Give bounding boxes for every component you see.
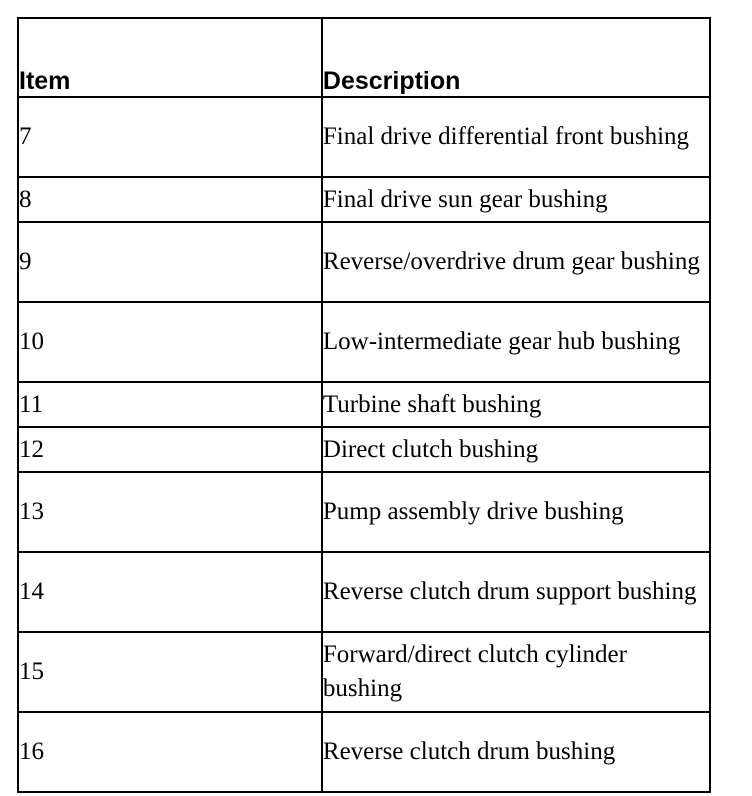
item-number: 10 [18,302,322,382]
item-description: Reverse clutch drum support bushing [322,552,710,632]
table-body [18,97,710,792]
item-description: Reverse/overdrive drum gear bushing [322,222,710,302]
item-number: 8 [18,177,322,222]
item-number: 16 [18,712,322,792]
item-description: Direct clutch bushing [322,427,710,472]
item-description: Turbine shaft bushing [322,382,710,427]
item-description: Final drive differential front bushing [322,97,710,177]
item-number: 11 [18,382,322,427]
item-number: 7 [18,97,322,177]
item-description: Final drive sun gear bushing [322,177,710,222]
table-header [18,18,710,97]
table-row [18,472,710,552]
table-row [18,712,710,792]
item-description: Low-intermediate gear hub bushing [322,302,710,382]
table-row [18,427,710,472]
item-number: 14 [18,552,322,632]
item-number: 9 [18,222,322,302]
bushing-table [17,17,711,793]
item-column-header: Item [18,18,322,97]
table-row [18,302,710,382]
item-number: 12 [18,427,322,472]
item-description: Pump assembly drive bushing [322,472,710,552]
table-row [18,222,710,302]
table-row [18,552,710,632]
item-description: Reverse clutch drum bushing [322,712,710,792]
item-number: 13 [18,472,322,552]
item-description: Forward/direct clutch cylinder bushing [322,632,710,712]
table-row [18,632,710,712]
header-row [18,18,710,97]
description-column-header: Description [322,18,710,97]
table-row [18,382,710,427]
table-row [18,97,710,177]
item-number: 15 [18,632,322,712]
table-row [18,177,710,222]
